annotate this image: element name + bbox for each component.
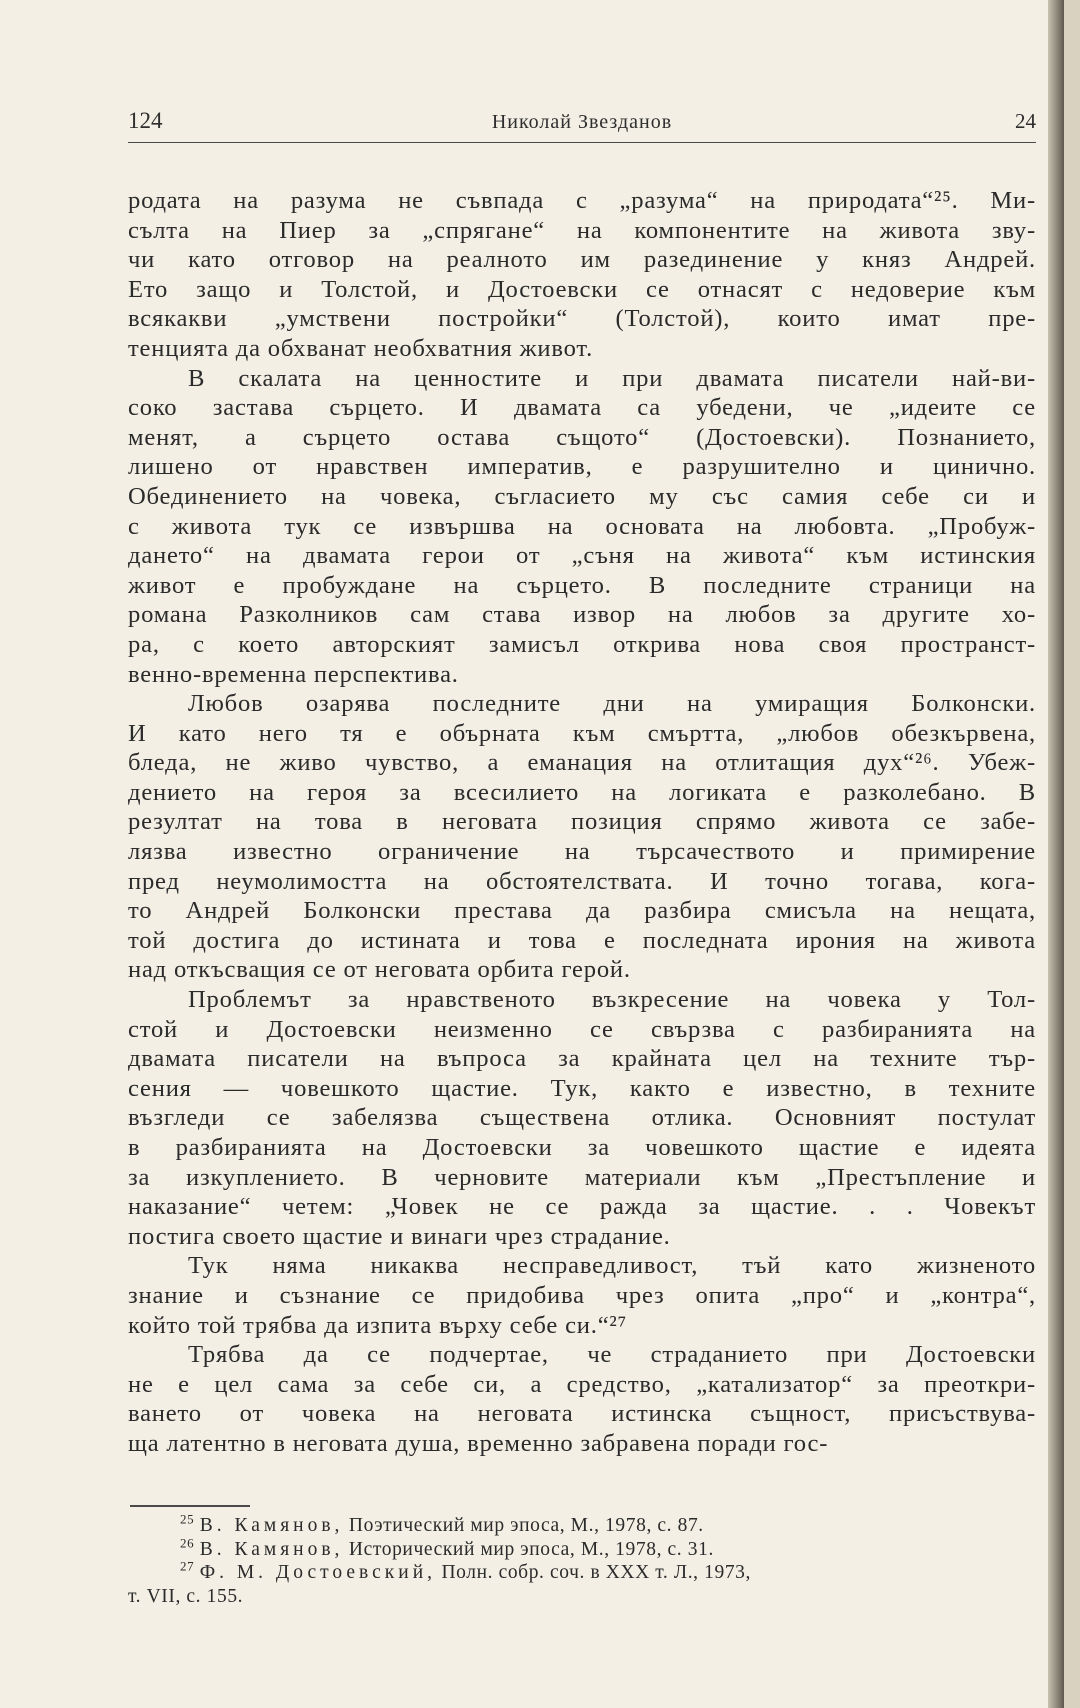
text-line: дението на героя за всесилието на логиката е разколебано. В xyxy=(128,778,1036,806)
footnote-text: Поэтический мир эпоса, М., 1978, с. 87. xyxy=(348,1515,704,1536)
footnote-26 xyxy=(128,1535,1036,1562)
text-line: възгледи се забелязва съществена отлика. Основният постулат xyxy=(128,1104,1036,1132)
paragraph xyxy=(128,689,1036,985)
body-text xyxy=(128,186,1036,1459)
text-line: Проблемът за нравственото възкресение на човека у Тол- xyxy=(188,986,1036,1014)
text-line: В скалата на ценностите и при двамата писатели най-ви- xyxy=(188,364,1036,392)
footnote-text: Полн. собр. соч. в ХХХ т. Л., 1973, xyxy=(441,1562,751,1584)
text-line: над откъсващия се от неговата орбита герой. xyxy=(128,956,631,984)
footnote-text: т. VII, с. 155. xyxy=(128,1585,244,1607)
text-line: Тук няма никаква несправедливост, тъй като жизненото xyxy=(188,1252,1036,1280)
footnote-author: Ф. М. Достоевский, xyxy=(199,1562,436,1584)
text-line: той достига до истината и това е последната ирония на живота xyxy=(128,926,1036,954)
paragraph xyxy=(128,364,1036,690)
text-line: Любов озарява последните дни на умиращия Болконски. xyxy=(188,690,1036,718)
text-line: Обединението на човека, съгласието му със самия себе си и xyxy=(128,482,1036,510)
text-line: стой и Достоевски неизменно се свързва с разбиранията на xyxy=(128,1015,1036,1043)
running-header xyxy=(128,108,1036,143)
text-line: ра, с което авторският замисъл открива нова своя пространст- xyxy=(128,630,1036,658)
footnote-marker: 25 xyxy=(180,1511,195,1527)
text-line: венно-временна перспектива. xyxy=(128,660,459,688)
paragraph xyxy=(128,1251,1036,1340)
text-line: резултат на това в неговата позиция спрямо живота се забе- xyxy=(128,808,1036,836)
footnote-27 xyxy=(128,1558,1036,1585)
text-line: менят, а сърцето остава същото“ (Достоевски). Познанието, xyxy=(128,423,1036,451)
text-line: чи като отговор на реалното им разединение у княз Андрей. xyxy=(128,246,1036,274)
text-line: И като него тя е обърната към смъртта, „любов обезкървена, xyxy=(128,719,1036,747)
text-line: пред неумолимостта на обстоятелствата. И точно тогава, кога- xyxy=(128,867,1036,895)
text-line: постига своето щастие и винаги чрез страдание. xyxy=(128,1222,671,1250)
footnote-marker: 26 xyxy=(180,1535,195,1551)
paragraph xyxy=(128,1340,1036,1458)
text-line: сълта на Пиер за „спрягане“ на компонентите на живота зву- xyxy=(128,216,1036,244)
text-line: тенцията да обхванат необхватния живот. xyxy=(128,334,594,362)
footnote-27-continuation xyxy=(128,1585,1036,1609)
text-line: всякакви „умствени постройки“ (Толстой), които имат пре- xyxy=(128,305,1036,333)
text-line: лишено от нравствен императив, е разрушително и цинично. xyxy=(128,453,1036,481)
footnote-25 xyxy=(128,1511,1036,1538)
paragraph xyxy=(128,985,1036,1251)
footnote-author: В. Камянов, xyxy=(199,1515,344,1536)
footnote-marker: 27 xyxy=(180,1558,195,1574)
text-line: знание и съзнание се придобива чрез опита „про“ и „контра“, xyxy=(128,1281,1036,1309)
text-line: не е цел сама за себе си, а средство, „катализатор“ за преоткри- xyxy=(128,1370,1036,1398)
text-line: то Андрей Болконски престава да разбира смисъла на нещата, xyxy=(128,897,1036,925)
text-line: ването от човека на неговата истинска същност, присъствува- xyxy=(128,1400,1036,1428)
text-line: ща латентно в неговата душа, временно забравена поради гос- xyxy=(128,1429,829,1457)
page-number: 124 xyxy=(128,108,163,133)
text-line: родата на разума не съвпада с „разума“ на природата“²⁵. Ми- xyxy=(128,187,1036,214)
text-line: двамата писатели на въпроса за крайната цел на техните тър- xyxy=(128,1045,1036,1073)
paragraph xyxy=(128,186,1036,364)
text-line: романа Разколников сам става извор на любов за другите хо- xyxy=(128,601,1036,629)
text-line: за изкуплението. В черновите материали към „Престъпление и xyxy=(128,1163,1036,1191)
text-line: с живота тук се извършва на основата на любовта. „Пробуж- xyxy=(128,512,1036,540)
text-line: Трябва да се подчертае, че страданието при Достоевски xyxy=(188,1341,1036,1369)
footnote-text: Исторический мир эпоса, М., 1978, с. 31. xyxy=(348,1538,714,1560)
signature-mark: 24 xyxy=(1015,109,1036,133)
book-spine-shadow xyxy=(1048,0,1064,1708)
text-line: живот е пробуждане на сърцето. В последните страници на xyxy=(128,571,1036,599)
text-line: бледа, не живо чувство, а еманация на отлитащия дух“²⁶. Убеж- xyxy=(128,749,1036,777)
text-line: дането“ на двамата герои от „съня на живота“ към истинския xyxy=(128,542,1036,570)
text-line: соко застава сърцето. И двамата са убедени, че „идеите се xyxy=(128,394,1036,422)
footnote-author: В. Камянов, xyxy=(199,1538,344,1560)
text-line: Ето защо и Толстой, и Достоевски се отнасят с недоверие към xyxy=(128,275,1036,303)
running-title: Николай Звезданов xyxy=(491,111,673,133)
text-line: лязва известно ограничение на търсачеството и примирение xyxy=(128,838,1036,866)
footnote-divider xyxy=(130,1505,250,1507)
text-line: който той трябва да изпита върху себе си.“²⁷ xyxy=(128,1311,627,1339)
text-line: в разбиранията на Достоевски за човешкото щастие е идеята xyxy=(128,1134,1036,1161)
text-line: сения — човешкото щастие. Тук, както е известно, в техните xyxy=(128,1074,1036,1102)
footnotes xyxy=(128,1511,1036,1608)
text-line: наказание“ четем: „Човек не се ражда за щастие. . . Човекът xyxy=(128,1193,1036,1221)
